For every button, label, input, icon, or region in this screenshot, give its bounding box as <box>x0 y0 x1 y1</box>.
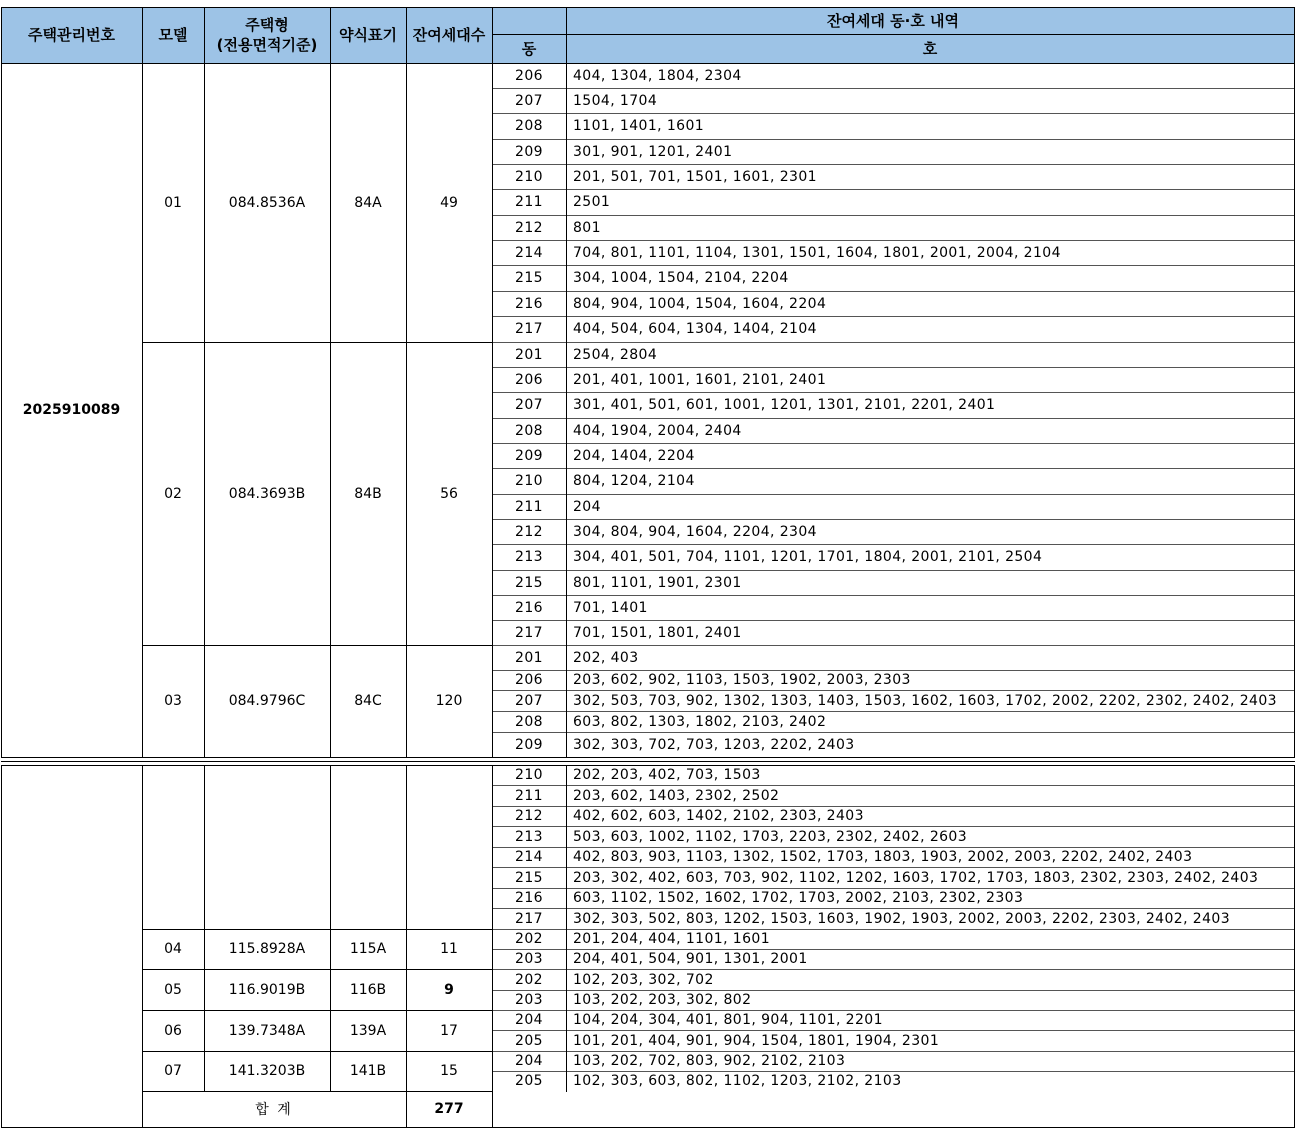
ho-cell: 1101, 1401, 1601 <box>573 118 705 134</box>
total-value: 277 <box>434 1101 464 1117</box>
grid-line <box>492 544 1295 545</box>
model-05-number: 05 <box>164 981 182 998</box>
dong-cell: 201 <box>515 649 543 666</box>
ho-cell: 404, 1904, 2004, 2404 <box>573 422 742 439</box>
model-05-abbr: 116B <box>349 981 387 998</box>
dong-cell: 204 <box>515 1012 543 1028</box>
grid-line <box>492 215 1295 216</box>
grid-line <box>1 765 2 1128</box>
grid-line <box>406 765 407 1092</box>
ho-cell: 503, 603, 1002, 1102, 1703, 2203, 2302, 2402, 2603 <box>573 828 968 845</box>
ho-cell: 404, 1304, 1804, 2304 <box>573 67 742 84</box>
grid-line <box>492 164 1295 165</box>
model-07-type: 141.3203B <box>228 1063 306 1079</box>
ho-cell: 203, 602, 902, 1103, 1503, 1902, 2003, 2303 <box>573 672 911 688</box>
model-03-number: 03 <box>164 693 182 709</box>
grid-line <box>142 969 493 970</box>
dong-cell: 209 <box>515 736 543 753</box>
dong-cell: 201 <box>515 346 543 363</box>
grid-line <box>492 316 1295 317</box>
ho-cell: 103, 202, 203, 302, 802 <box>573 992 752 1008</box>
grid-line <box>492 595 1295 596</box>
grid-line <box>1294 7 1295 758</box>
ho-cell: 801, 1101, 1901, 2301 <box>573 574 742 591</box>
dong-cell: 215 <box>515 574 543 591</box>
grid-line <box>1 757 1295 758</box>
ho-cell: 202, 203, 402, 703, 1503 <box>573 767 761 783</box>
grid-line <box>330 765 331 1092</box>
model-06-number: 06 <box>164 1022 182 1039</box>
grid-line <box>492 670 1295 671</box>
header-model: 모델 <box>142 7 204 63</box>
grid-line <box>492 785 1295 786</box>
dong-cell: 214 <box>515 244 543 261</box>
ho-cell: 102, 203, 302, 702 <box>573 971 714 988</box>
model-06-abbr: 139A <box>349 1022 387 1039</box>
header-house-type-line2: (전용면적기준) <box>216 36 318 54</box>
dong-cell: 210 <box>515 168 543 185</box>
dong-cell: 216 <box>515 599 543 616</box>
dong-cell: 214 <box>515 849 543 865</box>
grid-line <box>492 189 1295 190</box>
grid-line <box>492 570 1295 571</box>
grid-line <box>406 7 407 758</box>
model-04-remaining: 11 <box>440 941 458 957</box>
grid-line <box>204 7 205 758</box>
model-04-type: 115.8928A <box>228 941 306 957</box>
dong-cell: 217 <box>515 910 543 927</box>
grid-line <box>492 908 1295 909</box>
dong-cell: 211 <box>515 498 543 515</box>
house-management-no: 2025910089 <box>22 402 121 418</box>
header-house-management-no: 주택관리번호 <box>1 7 142 63</box>
grid-line <box>492 620 1295 621</box>
dong-cell: 206 <box>515 67 543 84</box>
ho-cell: 402, 602, 603, 1402, 2102, 2303, 2403 <box>573 808 864 824</box>
ho-cell: 204, 401, 504, 901, 1301, 2001 <box>573 951 808 967</box>
grid-line <box>1 761 1295 762</box>
header-house-type <box>204 7 330 63</box>
dong-cell: 203 <box>515 992 543 1008</box>
dong-cell: 210 <box>515 473 543 489</box>
grid-line <box>1 7 1295 8</box>
dong-cell: 211 <box>515 787 543 804</box>
grid-line <box>492 34 493 64</box>
ho-cell: 104, 204, 304, 401, 801, 904, 1101, 2201 <box>573 1012 883 1028</box>
dong-cell: 205 <box>515 1032 543 1049</box>
grid-line <box>492 990 1295 991</box>
grid-line <box>492 88 1295 89</box>
dong-cell: 208 <box>515 422 543 439</box>
grid-line <box>492 645 1295 646</box>
grid-line <box>492 867 1295 868</box>
ho-cell: 804, 904, 1004, 1504, 1604, 2204 <box>573 295 827 312</box>
ho-cell: 301, 901, 1201, 2401 <box>573 143 733 160</box>
model-02-abbr: 84B <box>354 485 382 502</box>
ho-cell: 804, 1204, 2104 <box>573 473 695 489</box>
model-01-remaining: 49 <box>440 194 458 211</box>
grid-line <box>1294 765 1295 1092</box>
grid-line <box>492 342 1295 343</box>
grid-line <box>492 367 1295 368</box>
grid-line <box>492 392 1295 393</box>
ho-cell: 204 <box>573 498 601 515</box>
grid-line <box>492 711 1295 712</box>
dong-cell: 207 <box>515 397 543 413</box>
model-01-abbr: 84A <box>354 194 382 211</box>
grid-line <box>492 468 1295 469</box>
grid-line <box>492 847 1295 848</box>
ho-cell: 102, 303, 603, 802, 1102, 1203, 2102, 2103 <box>573 1073 902 1089</box>
grid-line <box>142 7 143 758</box>
grid-line <box>1 63 1295 64</box>
model-04-abbr: 115A <box>349 941 387 957</box>
model-02-number: 02 <box>164 485 182 502</box>
ho-cell: 1504, 1704 <box>573 92 658 109</box>
grid-line <box>142 929 493 930</box>
ho-cell: 304, 804, 904, 1604, 2204, 2304 <box>573 523 817 540</box>
dong-cell: 209 <box>515 143 543 160</box>
ho-cell: 201, 204, 404, 1101, 1601 <box>573 931 771 947</box>
header-unit-detail: 잔여세대 동·호 내역 <box>492 7 1294 34</box>
grid-line <box>142 645 493 646</box>
dong-cell: 207 <box>515 692 543 709</box>
grid-line <box>492 139 1295 140</box>
grid-line <box>142 765 143 1092</box>
grid-line <box>492 494 1295 495</box>
dong-cell: 211 <box>515 194 543 210</box>
dong-cell: 203 <box>515 951 543 967</box>
dong-cell: 212 <box>515 219 543 236</box>
model-07-number: 07 <box>164 1063 182 1079</box>
dong-cell: 217 <box>515 321 543 337</box>
ho-cell: 103, 202, 702, 803, 902, 2102, 2103 <box>573 1053 846 1069</box>
ho-cell: 203, 602, 1403, 2302, 2502 <box>573 787 780 804</box>
grid-line <box>492 969 1295 970</box>
dong-cell: 207 <box>515 92 543 109</box>
dong-cell: 206 <box>515 371 543 388</box>
model-01-type: 084.8536A <box>228 194 306 211</box>
dong-cell: 215 <box>515 270 543 286</box>
ho-cell: 603, 1102, 1502, 1602, 1702, 1703, 2002, 2103, 2302, 2303 <box>573 890 1024 906</box>
model-02-remaining: 56 <box>440 485 458 502</box>
ho-cell: 302, 503, 703, 902, 1302, 1303, 1403, 1503, 1602, 1603, 1702, 2002, 2202, 2302, 2402, 2403 <box>573 692 1277 709</box>
ho-cell: 101, 201, 404, 901, 904, 1504, 1801, 1904, 2301 <box>573 1032 940 1049</box>
dong-cell: 212 <box>515 523 543 540</box>
model-07-abbr: 141B <box>349 1063 387 1079</box>
dong-cell: 202 <box>515 931 543 947</box>
header-dong: 동 <box>492 34 566 63</box>
dong-cell: 206 <box>515 672 543 688</box>
ho-cell: 304, 1004, 1504, 2104, 2204 <box>573 270 789 286</box>
dong-cell: 204 <box>515 1053 543 1069</box>
ho-cell: 304, 401, 501, 704, 1101, 1201, 1701, 1804, 2001, 2101, 2504 <box>573 549 1043 565</box>
grid-line <box>492 929 1295 930</box>
ho-cell: 701, 1401 <box>573 599 648 616</box>
model-07-remaining: 15 <box>440 1063 458 1079</box>
grid-line <box>1294 1091 1295 1128</box>
ho-cell: 603, 802, 1303, 1802, 2103, 2402 <box>573 713 827 730</box>
grid-line <box>492 949 1295 950</box>
dong-cell: 210 <box>515 767 543 783</box>
model-01-number: 01 <box>164 194 182 211</box>
grid-line <box>492 690 1295 691</box>
ho-cell: 302, 303, 502, 803, 1202, 1503, 1603, 1902, 1903, 2002, 2003, 2202, 2303, 2402, 2403 <box>573 910 1231 927</box>
model-06-remaining: 17 <box>440 1022 458 1039</box>
grid-line <box>492 888 1295 889</box>
grid-line <box>492 265 1295 266</box>
dong-cell: 205 <box>515 1073 543 1089</box>
ho-cell: 203, 302, 402, 603, 703, 902, 1102, 1202, 1603, 1702, 1703, 1803, 2302, 2303, 2402, 2403 <box>573 869 1259 886</box>
total-label: 합 계 <box>255 1102 293 1118</box>
grid-line <box>492 7 493 758</box>
grid-line <box>142 1051 493 1052</box>
header-remaining-units: 잔여세대수 <box>406 7 492 63</box>
ho-cell: 301, 401, 501, 601, 1001, 1201, 1301, 2101, 2201, 2401 <box>573 397 996 413</box>
model-02-type: 084.3693B <box>228 485 306 502</box>
grid-line <box>566 765 567 1092</box>
grid-line <box>492 519 1295 520</box>
ho-cell: 701, 1501, 1801, 2401 <box>573 624 742 641</box>
grid-line <box>142 1091 143 1128</box>
ho-cell: 2501 <box>573 194 611 210</box>
model-03-remaining: 120 <box>435 693 463 709</box>
model-03-abbr: 84C <box>354 693 382 709</box>
header-ho: 호 <box>566 34 1294 63</box>
grid-line <box>566 7 567 758</box>
dong-cell: 209 <box>515 447 543 464</box>
grid-line <box>1 1127 1295 1128</box>
grid-line <box>492 443 1295 444</box>
grid-line <box>492 291 1295 292</box>
grid-line <box>406 1091 407 1128</box>
grid-line <box>492 34 1295 35</box>
header-house-type-line1: 주택형 <box>245 16 289 34</box>
dong-cell: 213 <box>515 549 543 565</box>
dong-cell: 217 <box>515 624 543 641</box>
model-05-remaining: 9 <box>444 981 454 998</box>
dong-cell: 216 <box>515 890 543 906</box>
ho-cell: 201, 501, 701, 1501, 1601, 2301 <box>573 168 817 185</box>
dong-cell: 208 <box>515 713 543 730</box>
grid-line <box>142 1010 493 1011</box>
grid-line <box>142 342 493 343</box>
ho-cell: 201, 401, 1001, 1601, 2101, 2401 <box>573 371 827 388</box>
grid-line <box>492 113 1295 114</box>
grid-line <box>492 765 493 1092</box>
grid-line <box>492 806 1295 807</box>
grid-line <box>492 418 1295 419</box>
dong-cell: 212 <box>515 808 543 824</box>
grid-line <box>492 1071 1295 1072</box>
grid-line <box>492 240 1295 241</box>
dong-cell: 208 <box>515 118 543 134</box>
ho-cell: 302, 303, 702, 703, 1203, 2202, 2403 <box>573 736 855 753</box>
ho-cell: 704, 801, 1101, 1104, 1301, 1501, 1604, 1801, 2001, 2004, 2104 <box>573 244 1061 261</box>
grid-line <box>492 1091 493 1128</box>
grid-line <box>492 732 1295 733</box>
ho-cell: 404, 504, 604, 1304, 1404, 2104 <box>573 321 817 337</box>
ho-cell: 204, 1404, 2204 <box>573 447 695 464</box>
grid-line <box>492 1051 1295 1052</box>
ho-cell: 202, 403 <box>573 649 639 666</box>
model-04-number: 04 <box>164 941 182 957</box>
grid-line <box>492 1030 1295 1031</box>
dong-cell: 216 <box>515 295 543 312</box>
model-03-type: 084.9796C <box>228 693 306 709</box>
grid-line <box>492 1010 1295 1011</box>
model-05-type: 116.9019B <box>228 981 306 998</box>
grid-line <box>492 826 1295 827</box>
grid-line <box>204 765 205 1092</box>
ho-cell: 801 <box>573 219 601 236</box>
grid-line <box>1 7 2 758</box>
model-06-type: 139.7348A <box>228 1022 306 1039</box>
dong-cell: 202 <box>515 971 543 988</box>
grid-line <box>142 1091 493 1092</box>
ho-cell: 2504, 2804 <box>573 346 658 363</box>
dong-cell: 213 <box>515 828 543 845</box>
grid-line <box>1 765 1295 766</box>
ho-cell: 402, 803, 903, 1103, 1302, 1502, 1703, 1803, 1903, 2002, 2003, 2202, 2402, 2403 <box>573 849 1193 865</box>
dong-cell: 215 <box>515 869 543 886</box>
grid-line <box>330 7 331 758</box>
header-abbreviation: 약식표기 <box>330 7 406 63</box>
